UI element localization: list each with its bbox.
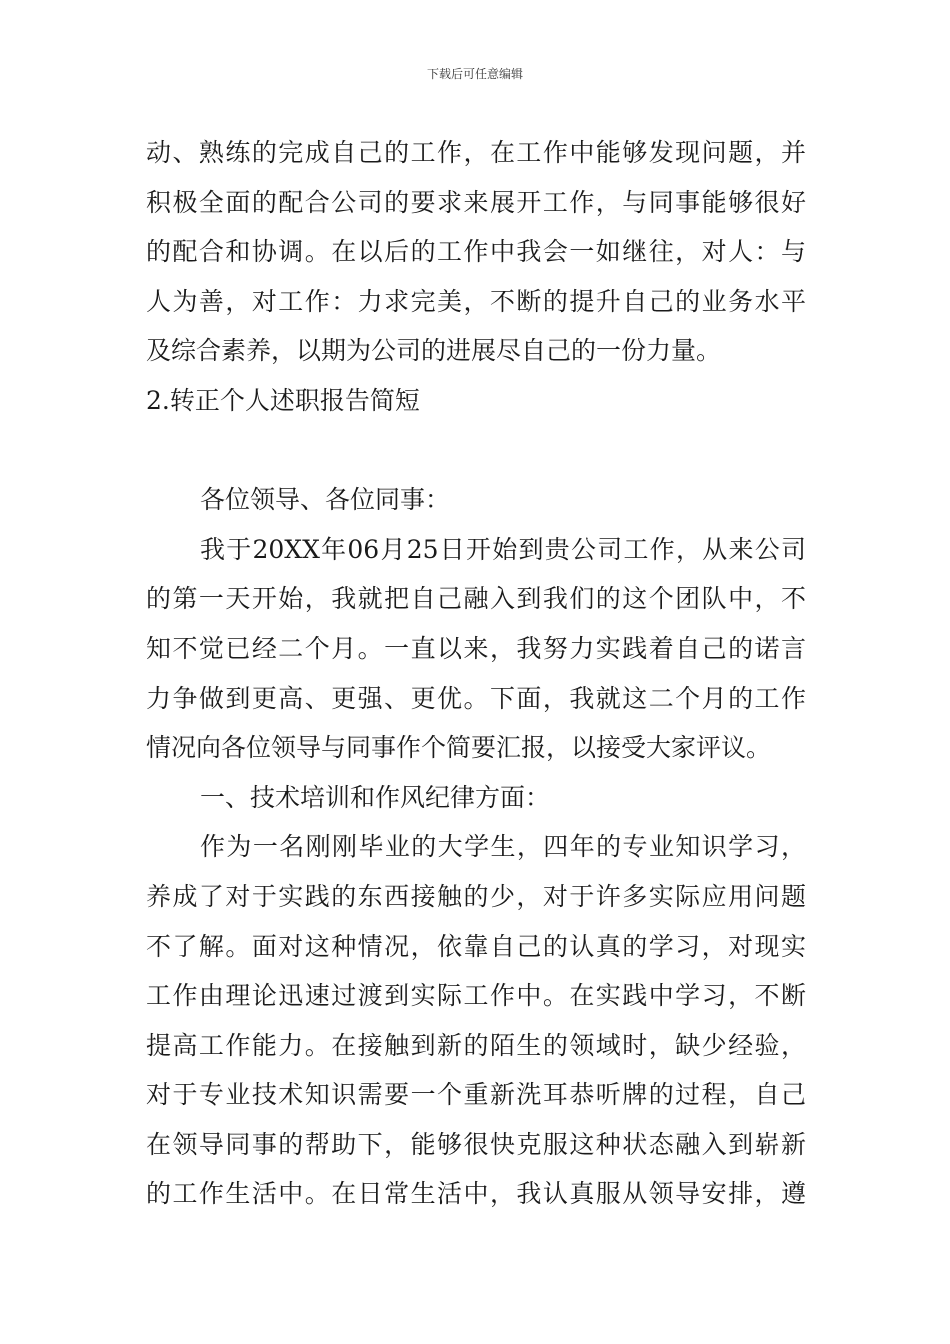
blank-line [146,426,806,476]
body-line: 情况向各位领导与同事作个简要汇报，以接受大家评议。 [146,733,772,763]
body-line: 的第一天开始，我就把自己融入到我们的这个团队中，不 [146,584,806,614]
body-line: 在领导同事的帮助下，能够很快克服这种状态融入到崭新 [146,1129,806,1159]
body-line: 对于专业技术知识需要一个重新洗耳恭听牌的过程，自己 [146,1080,806,1110]
document-body [146,128,806,1219]
body-line: 不了解。面对这种情况，依靠自己的认真的学习，对现实 [146,931,806,961]
body-line: 我于20XX年06月25日开始到贵公司工作，从来公司 [200,534,806,564]
body-line: 知不觉已经二个月。一直以来，我努力实践着自己的诺言 [146,633,806,663]
body-line: 力争做到更高、更强、更优。下面，我就这二个月的工作 [146,683,806,713]
body-line: 的工作生活中。在日常生活中，我认真服从领导安排，遵 [146,1179,806,1209]
body-line: 的配合和协调。在以后的工作中我会一如继往，对人：与 [146,237,806,267]
body-line: 人为善，对工作：力求完美，不断的提升自己的业务水平 [146,286,806,316]
body-line: 提高工作能力。在接触到新的陌生的领域时，缺少经验， [146,1030,806,1060]
body-line: 养成了对于实践的东西接触的少，对于许多实际应用问题 [146,881,806,911]
body-line: 积极全面的配合公司的要求来展开工作，与同事能够很好 [146,187,806,217]
body-line: 及综合素养，以期为公司的进展尽自己的一份力量。 [146,336,722,366]
body-line: 动、熟练的完成自己的工作，在工作中能够发现问题，并 [146,138,806,167]
subsection-heading: 一、技术培训和作风纪律方面： [200,782,551,812]
salutation: 各位领导、各位同事： [200,485,451,515]
body-line: 工作由理论迅速过渡到实际工作中。在实践中学习，不断 [146,981,806,1011]
page-header: 下载后可任意编辑 [426,67,523,81]
body-line: 作为一名刚刚毕业的大学生，四年的专业知识学习， [200,832,806,862]
section-title: 2.转正个人述职报告简短 [146,385,420,415]
